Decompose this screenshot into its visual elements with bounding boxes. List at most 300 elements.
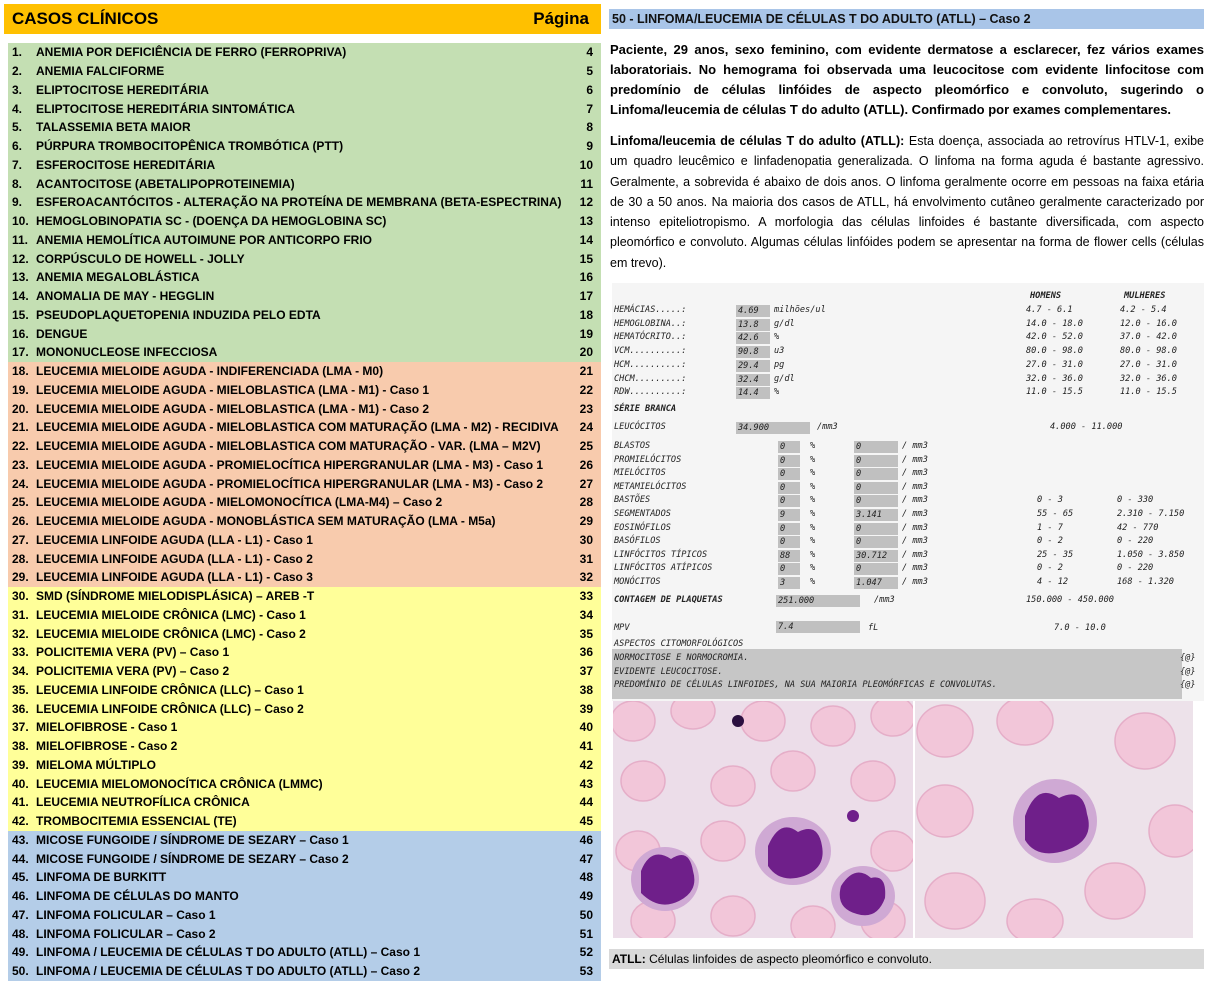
index-title-text: POLICITEMIA VERA (PV) – Caso 2 [36, 664, 230, 679]
index-title-text: LEUCEMIA LINFOIDE AGUDA (LLA - L1) - Caso 2 [36, 551, 313, 566]
index-page-number: 41 [579, 739, 593, 754]
index-number: 6. [12, 139, 23, 154]
index-page-number: 15 [579, 251, 593, 266]
index-row[interactable] [8, 437, 601, 456]
lab-ref-women: 32.0 - 36.0 [1120, 373, 1177, 384]
lab-label: VCM..........: [614, 346, 687, 357]
lab-mm3: / mm3 [902, 495, 928, 506]
lab-ref-women: 4.2 - 5.4 [1120, 305, 1167, 315]
index-row[interactable] [8, 81, 601, 100]
lab-ref-abs: 0 - 220 [1117, 536, 1154, 547]
lab-ref-men: 80.0 - 98.0 [1026, 346, 1083, 357]
index-number: 7. [12, 157, 23, 172]
index-number: 32. [12, 626, 29, 641]
lab-ref-women: 37.0 - 42.0 [1120, 332, 1177, 343]
index-row[interactable] [8, 793, 601, 812]
lab-pct: 3 [778, 577, 800, 589]
index-number: 37. [12, 720, 29, 735]
index-row[interactable] [8, 306, 601, 325]
index-row[interactable] [8, 868, 601, 887]
lab-note: EVIDENTE LEUCOCITOSE. [614, 666, 723, 677]
index-title-text: LEUCEMIA LINFOIDE CRÔNICA (LLC) – Caso 2 [36, 701, 304, 716]
index-row[interactable] [8, 62, 601, 81]
index-title-text: LINFOMA DE BURKITT [36, 870, 167, 885]
index-title-text: ACANTOCITOSE (ABETALIPOPROTEINEMIA) [36, 176, 295, 191]
lab-ref-rel: 0 - 2 [1037, 536, 1063, 547]
index-page-number: 33 [579, 589, 593, 604]
index-page-number: 34 [579, 607, 593, 622]
index-row[interactable] [8, 924, 601, 943]
lab-ref-rel: 1 - 7 [1037, 522, 1063, 533]
lab-pct-sign: % [810, 468, 816, 479]
index-row[interactable] [8, 493, 601, 512]
index-row[interactable] [8, 662, 601, 681]
lab-label: BASÓFILOS [614, 536, 661, 547]
index-number: 40. [12, 776, 29, 791]
index-title-text: LEUCEMIA MIELOIDE AGUDA - MIELOBLASTICA COM MATURAÇÃO (LMA - M2) - RECIDIVA [36, 420, 559, 435]
lab-mm3: / mm3 [902, 441, 928, 451]
index-page-number: 11 [580, 176, 593, 191]
lab-notes-title: ASPECTOS CITOMORFOLÓGICOS [614, 639, 744, 649]
lab-label: PROMIELÓCITOS [614, 454, 682, 465]
index-row[interactable] [8, 531, 601, 550]
index-title-text: MIELOFIBROSE - Caso 1 [36, 720, 178, 735]
index-number: 45. [12, 870, 29, 885]
index-number: 13. [12, 270, 29, 285]
index-row[interactable] [8, 193, 601, 212]
index-row[interactable] [8, 212, 601, 231]
lab-abs: 0 [854, 482, 898, 494]
index-title-text: LINFOMA DE CÉLULAS DO MANTO [36, 889, 239, 904]
index-page-number: 43 [579, 776, 593, 791]
index-title-text: ELIPTOCITOSE HEREDITÁRIA [36, 82, 209, 97]
lab-plaq-ref: 150.000 - 450.000 [1026, 595, 1114, 605]
lab-pct-sign: % [810, 509, 816, 519]
index-title-text: POLICITEMIA VERA (PV) – Caso 1 [36, 645, 230, 660]
lab-ref-abs: 168 - 1.320 [1117, 577, 1174, 587]
index-row[interactable] [8, 643, 601, 662]
lab-pct: 0 [778, 455, 800, 467]
lab-leuco-ref: 4.000 - 11.000 [1050, 422, 1123, 432]
index-row[interactable] [8, 43, 601, 62]
lab-mm3: / mm3 [902, 481, 928, 492]
index-title-text: LEUCEMIA LINFOIDE CRÔNICA (LLC) – Caso 1 [36, 682, 304, 697]
index-title: CASOS CLÍNICOS [12, 9, 159, 28]
index-page-number: 42 [579, 757, 593, 772]
lab-label: LINFÓCITOS ATÍPICOS [614, 563, 713, 574]
lab-pct-sign: % [810, 522, 816, 533]
case-summary: Paciente, 29 anos, sexo feminino, com evidente dermatose a esclarecer, fez vários exames laboratoriais. No hemograma foi observada uma leucocitose com evidente linfocitose com predomínio de células linfóides de aspecto pleomórfico e convoluto, sugerindo o Linfoma/leucemia de células T do adulto (ATLL). Confirmado por exames complementares. [610, 42, 1204, 117]
index-number: 4. [12, 101, 23, 116]
index-title-text: LEUCEMIA MIELOIDE AGUDA - PROMIELOCÍTICA HIPERGRANULAR (LMA - M3) - Caso 2 [36, 476, 544, 491]
index-number: 46. [12, 889, 29, 904]
lab-ref-rel: 0 - 2 [1037, 563, 1063, 574]
index-title-text: LEUCEMIA MIELOIDE AGUDA - MIELOMONOCÍTICA (LMA-M4) – Caso 2 [36, 495, 443, 510]
index-number: 30. [12, 589, 29, 604]
index-page-number: 17 [579, 289, 593, 304]
index-number: 36. [12, 701, 29, 716]
index-row[interactable] [8, 118, 601, 137]
lab-ref-women: 80.0 - 98.0 [1120, 346, 1177, 357]
lab-pct-sign: % [810, 577, 816, 587]
index-number: 44. [12, 851, 29, 866]
index-number: 14. [12, 289, 29, 304]
index-row[interactable] [8, 174, 601, 193]
lab-pct-sign: % [810, 495, 816, 506]
lab-col-men: HOMENS [1030, 291, 1062, 301]
index-title-text: LEUCEMIA LINFOIDE AGUDA (LLA - L1) - Caso 1 [36, 532, 313, 547]
case-description [610, 131, 1204, 273]
lab-label: BASTÕES [614, 495, 651, 506]
index-row[interactable] [8, 137, 601, 156]
index-number: 1. [12, 45, 23, 60]
index-row[interactable] [8, 831, 601, 850]
index-page-number: 35 [579, 626, 593, 641]
index-row[interactable] [8, 399, 601, 418]
index-title-text: LINFOMA FOLICULAR – Caso 2 [36, 926, 216, 941]
index-number: 34. [12, 664, 29, 679]
index-title-text: LEUCEMIA MIELOIDE AGUDA - PROMIELOCÍTICA HIPERGRANULAR (LMA - M3) - Caso 1 [36, 457, 544, 472]
index-header [4, 4, 601, 34]
index-number: 25. [12, 495, 29, 510]
lab-mm3: / mm3 [902, 468, 928, 479]
lab-pct-sign: % [810, 441, 816, 451]
lab-ref-rel: 0 - 3 [1037, 495, 1063, 506]
index-page-number: 24 [579, 420, 593, 435]
index-title-text: PÚRPURA TROMBOCITOPÊNICA TROMBÓTICA (PTT) [36, 139, 344, 154]
lab-ref-men: 27.0 - 31.0 [1026, 359, 1083, 370]
index-row[interactable] [8, 624, 601, 643]
index-title-text: LEUCEMIA MIELOIDE CRÔNICA (LMC) - Caso 2 [36, 626, 306, 641]
index-number: 8. [12, 176, 23, 191]
lab-mpv-ref: 7.0 - 10.0 [1054, 623, 1106, 633]
lab-plaq-label: CONTAGEM DE PLAQUETAS [614, 595, 723, 605]
lab-ref-abs: 0 - 220 [1117, 563, 1154, 574]
index-page-number: 40 [579, 720, 593, 735]
lab-abs: 0 [854, 536, 898, 548]
lab-white-title: SÉRIE BRANCA [614, 404, 677, 414]
caption-lead: ATLL: [612, 952, 646, 966]
index-number: 47. [12, 907, 29, 922]
lab-ref-abs: 0 - 330 [1117, 495, 1154, 506]
index-page-number: 36 [579, 645, 593, 660]
index-title-text: MONONUCLEOSE INFECCIOSA [36, 345, 218, 360]
lab-abs: 0 [854, 563, 898, 575]
lab-abs: 0 [854, 441, 898, 453]
lab-unit: g/dl [774, 373, 795, 384]
index-row[interactable] [8, 287, 601, 306]
micrograph-left [613, 701, 913, 938]
index-page-number: 47 [579, 851, 593, 866]
lab-abs: 1.047 [854, 577, 898, 589]
lab-label: RDW..........: [614, 387, 687, 398]
index-page-number: 8 [586, 120, 593, 135]
index-row[interactable] [8, 887, 601, 906]
lab-plaq-value: 251.000 [776, 595, 860, 607]
lab-pct: 0 [778, 563, 800, 575]
lab-note-tag: {@} [1180, 653, 1196, 663]
lab-label: HEMOGLOBINA..: [614, 318, 687, 329]
index-page-number: 18 [579, 307, 593, 322]
lab-pct-sign: % [810, 454, 816, 465]
lab-label: HCM..........: [614, 359, 687, 370]
lab-ref-men: 11.0 - 15.5 [1026, 387, 1083, 398]
lab-mm3: / mm3 [902, 563, 928, 574]
lab-note: NORMOCITOSE E NORMOCROMIA. [614, 653, 749, 663]
index-page-number: 4 [586, 45, 593, 60]
index-title-text: ANEMIA HEMOLÍTICA AUTOIMUNE POR ANTICORPO FRIO [36, 232, 372, 247]
index-page-number: 44 [579, 795, 593, 810]
lab-abs: 3.141 [854, 509, 898, 521]
index-page-number: 37 [579, 664, 593, 679]
lab-abs: 0 [854, 495, 898, 507]
index-row[interactable] [8, 99, 601, 118]
index-number: 19. [12, 382, 29, 397]
lab-pct: 88 [778, 550, 800, 562]
index-row[interactable] [8, 324, 601, 343]
index-number: 26. [12, 514, 29, 529]
index-title-text: MICOSE FUNGOIDE / SÍNDROME DE SEZARY – Caso 2 [36, 851, 349, 866]
case-description-lead: Linfoma/leucemia de células T do adulto (ATLL): [610, 134, 905, 148]
lab-label: MIELÓCITOS [614, 468, 666, 479]
index-page-number: 27 [579, 476, 593, 491]
index-number: 20. [12, 401, 29, 416]
case-title: 50 - LINFOMA/LEUCEMIA DE CÉLULAS T DO ADULTO (ATLL) – Caso 2 [609, 9, 1204, 29]
lab-pct: 9 [778, 509, 800, 521]
index-page-number: 50 [579, 907, 593, 922]
lab-mm3: / mm3 [902, 536, 928, 547]
index-row[interactable] [8, 568, 601, 587]
lab-pct: 0 [778, 441, 800, 453]
index-title-text: LINFOMA / LEUCEMIA DE CÉLULAS T DO ADULTO (ATLL) – Caso 1 [36, 945, 420, 960]
lab-ref-men: 32.0 - 36.0 [1026, 373, 1083, 384]
lab-ref-abs: 2.310 - 7.150 [1117, 509, 1185, 519]
index-title-text: LEUCEMIA MIELOIDE AGUDA - MONOBLÁSTICA SEM MATURAÇÃO (LMA - M5a) [36, 514, 496, 529]
index-row[interactable] [8, 756, 601, 775]
index-page-number: 7 [586, 101, 593, 116]
index-page-number: 53 [579, 964, 593, 979]
lab-ref-rel: 25 - 35 [1037, 549, 1074, 560]
index-row[interactable] [8, 943, 601, 962]
lab-abs: 0 [854, 523, 898, 535]
index-number: 43. [12, 832, 29, 847]
index-number: 27. [12, 532, 29, 547]
index-number: 24. [12, 476, 29, 491]
index-row[interactable] [8, 343, 601, 362]
lab-mm3: / mm3 [902, 509, 928, 519]
index-page-number: 31 [579, 551, 593, 566]
lab-label: METAMIELÓCITOS [614, 481, 687, 492]
index-row[interactable] [8, 549, 601, 568]
lab-mm3: / mm3 [902, 577, 928, 587]
index-title-text: SMD (SÍNDROME MIELODISPLÁSICA) – AREB -T [36, 589, 315, 604]
index-title-text: LEUCEMIA MIELOIDE CRÔNICA (LMC) - Caso 1 [36, 607, 306, 622]
index-title-text: LEUCEMIA LINFOIDE AGUDA (LLA - L1) - Caso 3 [36, 570, 313, 585]
index-page-number: 22 [579, 382, 593, 397]
index-title-text: CORPÚSCULO DE HOWELL - JOLLY [36, 251, 245, 266]
lab-ref-abs: 1.050 - 3.850 [1117, 549, 1185, 560]
lab-label: EOSINÓFILOS [614, 522, 671, 533]
lab-abs: 30.712 [854, 550, 898, 562]
index-number: 48. [12, 926, 29, 941]
lab-value: 29.4 [736, 360, 770, 372]
index-row[interactable] [8, 606, 601, 625]
lab-ref-men: 42.0 - 52.0 [1026, 332, 1083, 343]
index-page-number: 6 [586, 82, 593, 97]
index-number: 3. [12, 82, 23, 97]
lab-ref-women: 12.0 - 16.0 [1120, 318, 1177, 329]
index-page-number: 52 [579, 945, 593, 960]
lab-abs: 0 [854, 468, 898, 480]
index-page-number: 51 [579, 926, 593, 941]
index-title-text: LINFOMA FOLICULAR – Caso 1 [36, 907, 216, 922]
lab-mpv-unit: fL [868, 623, 879, 633]
lab-plaq-unit: /mm3 [874, 595, 895, 605]
index-title-text: LEUCEMIA MIELOIDE AGUDA - MIELOBLASTICA (LMA - M1) - Caso 2 [36, 401, 430, 416]
index-row[interactable] [8, 699, 601, 718]
index-number: 39. [12, 757, 29, 772]
lab-mm3: / mm3 [902, 522, 928, 533]
index-page-number: 23 [579, 401, 593, 416]
index-title-text: LEUCEMIA MIELOIDE AGUDA - MIELOBLASTICA COM MATURAÇÃO - VAR. (LMA – M2V) [36, 439, 541, 454]
index-title-text: ESFEROACANTÓCITOS - ALTERAÇÃO NA PROTEÍNA DE MEMBRANA (BETA-ESPECTRINA) [36, 195, 562, 210]
lab-value: 42.6 [736, 332, 770, 344]
index-title-text: LEUCEMIA MIELOIDE AGUDA - INDIFERENCIADA (LMA - M0) [36, 364, 384, 379]
index-title-text: PSEUDOPLAQUETOPENIA INDUZIDA PELO EDTA [36, 307, 321, 322]
lab-ref-women: 11.0 - 15.5 [1120, 387, 1177, 398]
index-title-text: LEUCEMIA MIELOMONOCÍTICA CRÔNICA (LMMC) [36, 776, 323, 791]
index-page-number: 21 [579, 364, 593, 379]
index-row[interactable] [8, 474, 601, 493]
lab-value: 4.69 [736, 305, 770, 317]
index-number: 16. [12, 326, 29, 341]
index-row[interactable] [8, 512, 601, 531]
lab-mm3: / mm3 [902, 454, 928, 465]
index-page-number: 46 [579, 832, 593, 847]
lab-ref-women: 27.0 - 31.0 [1120, 359, 1177, 370]
index-number: 2. [12, 64, 23, 79]
lab-leuco-value: 34.900 [736, 422, 810, 434]
lab-unit: % [774, 387, 780, 398]
lab-pct: 0 [778, 468, 800, 480]
lab-unit: u3 [774, 346, 785, 357]
index-number: 33. [12, 645, 29, 660]
lab-label: LINFÓCITOS TÍPICOS [614, 549, 708, 560]
index-page-number: 20 [579, 345, 593, 360]
lab-note-tag: {@} [1180, 680, 1196, 690]
index-page-number: 49 [579, 889, 593, 904]
index-number: 42. [12, 814, 29, 829]
index-page-number: 30 [579, 532, 593, 547]
lab-mpv-label: MPV [614, 623, 630, 633]
index-page-number: 25 [579, 439, 593, 454]
index-title-text: ANEMIA MEGALOBLÁSTICA [36, 270, 200, 285]
lab-unit: g/dl [774, 318, 795, 329]
index-page-number: 12 [579, 195, 593, 210]
index-row[interactable] [8, 381, 601, 400]
index-number: 9. [12, 195, 23, 210]
lab-pct: 0 [778, 536, 800, 548]
index-row[interactable] [8, 812, 601, 831]
lab-col-women: MULHERES [1124, 291, 1166, 301]
index-row[interactable] [8, 231, 601, 250]
index-number: 23. [12, 457, 29, 472]
lab-leuco-unit: /mm3 [817, 422, 838, 432]
index-number: 18. [12, 364, 29, 379]
index-page-number: 14 [579, 232, 593, 247]
index-page-number: 38 [579, 682, 593, 697]
lab-value: 13.8 [736, 319, 770, 331]
index-page-number: 48 [579, 870, 593, 885]
lab-leuco-label: LEUCÓCITOS [614, 422, 666, 432]
index-title-text: ANEMIA POR DEFICIÊNCIA DE FERRO (FERROPRIVA) [36, 45, 347, 60]
index-title-text: MIELOFIBROSE - Caso 2 [36, 739, 178, 754]
index-page-number: 19 [579, 326, 593, 341]
index-page-number: 5 [586, 64, 593, 79]
index-row[interactable] [8, 681, 601, 700]
index-row[interactable] [8, 268, 601, 287]
index-page-number: 45 [579, 814, 593, 829]
lab-ref-men: 4.7 - 6.1 [1026, 305, 1073, 315]
index-row[interactable] [8, 587, 601, 606]
index-title-text: ANOMALIA DE MAY - HEGGLIN [36, 289, 215, 304]
index-row[interactable] [8, 774, 601, 793]
index-title-text: LEUCEMIA NEUTROFÍLICA CRÔNICA [36, 795, 250, 810]
index-row[interactable] [8, 849, 601, 868]
index-number: 31. [12, 607, 29, 622]
index-row[interactable] [8, 362, 601, 381]
lab-pct: 0 [778, 482, 800, 494]
lab-ref-rel: 55 - 65 [1037, 509, 1074, 519]
lab-value: 32.4 [736, 374, 770, 386]
index-number: 17. [12, 345, 29, 360]
index-number: 5. [12, 120, 23, 135]
index-number: 10. [12, 214, 29, 229]
index-title-text: ELIPTOCITOSE HEREDITÁRIA SINTOMÁTICA [36, 101, 295, 116]
index-number: 22. [12, 439, 29, 454]
lab-label: CHCM.........: [614, 373, 687, 384]
index-number: 11. [12, 232, 29, 247]
index-number: 41. [12, 795, 29, 810]
lab-unit: % [774, 332, 780, 343]
lab-ref-men: 14.0 - 18.0 [1026, 318, 1083, 329]
index-page-number: 28 [579, 495, 593, 510]
lab-unit: pg [774, 359, 785, 370]
index-row[interactable] [8, 418, 601, 437]
index-title-text: TALASSEMIA BETA MAIOR [36, 120, 191, 135]
index-row[interactable] [8, 156, 601, 175]
index-row[interactable] [8, 737, 601, 756]
index-number: 15. [12, 307, 29, 322]
index-row[interactable] [8, 456, 601, 475]
lab-value: 90.8 [736, 346, 770, 358]
index-row[interactable] [8, 906, 601, 925]
index-row[interactable] [8, 962, 601, 981]
lab-ref-rel: 4 - 12 [1037, 577, 1069, 587]
index-row[interactable] [8, 249, 601, 268]
lab-label: BLASTOS [614, 441, 651, 451]
lab-label: SEGMENTADOS [614, 509, 671, 519]
index-page-number: 39 [579, 701, 593, 716]
lab-value: 14.4 [736, 387, 770, 399]
lab-pct: 0 [778, 495, 800, 507]
lab-note-tag: {@} [1180, 666, 1196, 677]
lab-note: PREDOMÍNIO DE CÉLULAS LINFOIDES, NA SUA MAIORIA PLEOMÓRFICAS E CONVOLUTAS. [614, 680, 997, 690]
index-title-text: TROMBOCITEMIA ESSENCIAL (TE) [36, 814, 237, 829]
index-page-number: 29 [579, 514, 593, 529]
lab-label: HEMATÓCRITO..: [614, 332, 687, 343]
index-row[interactable] [8, 718, 601, 737]
